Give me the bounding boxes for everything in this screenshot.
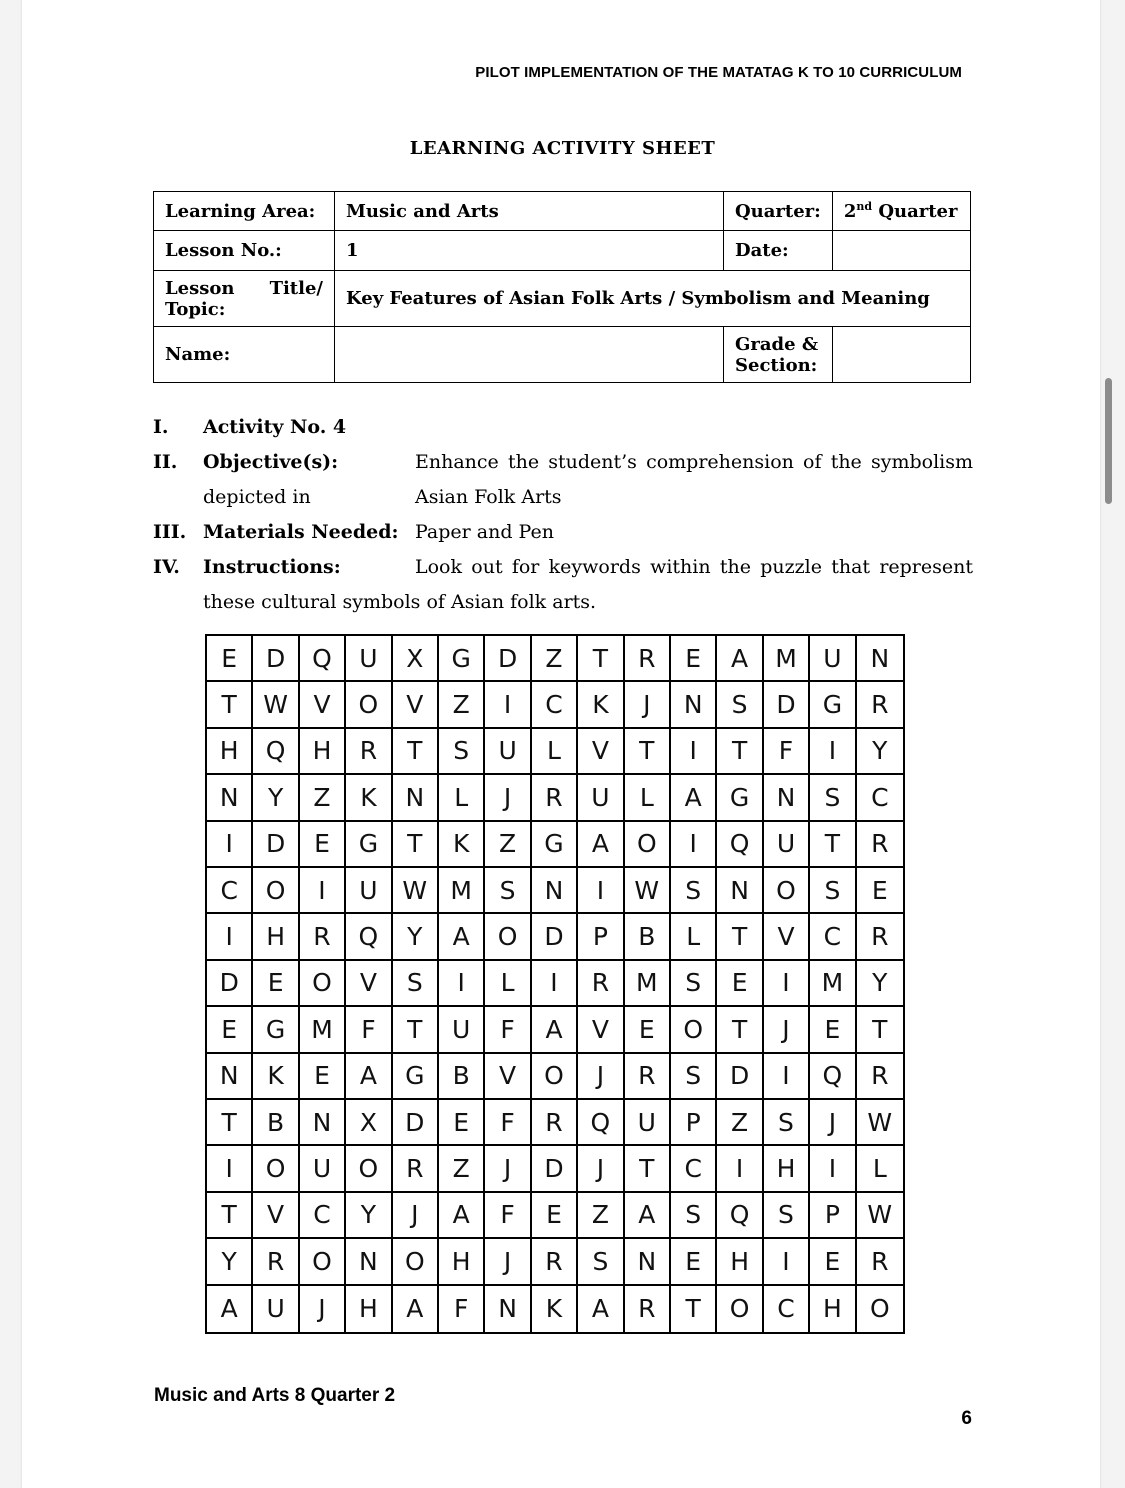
puzzle-cell: E <box>532 1193 578 1239</box>
puzzle-cell: Q <box>717 822 763 868</box>
puzzle-cell: E <box>439 1100 485 1146</box>
puzzle-cell: I <box>764 1054 810 1100</box>
puzzle-cell: A <box>625 1193 671 1239</box>
date-label: Date: <box>724 231 833 271</box>
puzzle-cell: J <box>810 1100 856 1146</box>
puzzle-cell: H <box>439 1239 485 1285</box>
puzzle-cell: H <box>207 729 253 775</box>
puzzle-cell: T <box>578 636 624 682</box>
puzzle-cell: L <box>439 775 485 821</box>
puzzle-cell: N <box>717 868 763 914</box>
puzzle-cell: E <box>207 1007 253 1053</box>
puzzle-cell: U <box>346 636 392 682</box>
puzzle-cell: W <box>625 868 671 914</box>
puzzle-cell: R <box>857 914 903 960</box>
puzzle-cell: O <box>485 914 531 960</box>
puzzle-cell: T <box>717 1007 763 1053</box>
puzzle-cell: R <box>532 1100 578 1146</box>
puzzle-cell: I <box>300 868 346 914</box>
puzzle-cell: R <box>346 729 392 775</box>
lesson-no-value: 1 <box>335 231 724 271</box>
learning-area-value: Music and Arts <box>335 192 724 231</box>
puzzle-cell: U <box>300 1146 346 1192</box>
puzzle-cell: V <box>578 1007 624 1053</box>
puzzle-cell: B <box>439 1054 485 1100</box>
puzzle-cell: N <box>207 775 253 821</box>
scrollbar[interactable] <box>1103 0 1115 1488</box>
puzzle-cell: D <box>532 1146 578 1192</box>
puzzle-cell: F <box>485 1193 531 1239</box>
footer-course-label: Music and Arts 8 Quarter 2 <box>154 1385 396 1406</box>
puzzle-cell: T <box>393 1007 439 1053</box>
puzzle-cell: L <box>485 961 531 1007</box>
section-instructions-continued: these cultural symbols of Asian folk arts. <box>203 591 597 613</box>
puzzle-cell: R <box>625 1054 671 1100</box>
puzzle-cell: K <box>578 682 624 728</box>
puzzle-cell: U <box>439 1007 485 1053</box>
puzzle-cell: F <box>485 1100 531 1146</box>
puzzle-cell: I <box>532 961 578 1007</box>
puzzle-cell: O <box>300 1239 346 1285</box>
puzzle-cell: F <box>439 1286 485 1332</box>
puzzle-cell: J <box>764 1007 810 1053</box>
puzzle-cell: I <box>717 1146 763 1192</box>
puzzle-cell: V <box>346 961 392 1007</box>
puzzle-cell: P <box>810 1193 856 1239</box>
puzzle-cell: O <box>300 961 346 1007</box>
puzzle-cell: A <box>393 1286 439 1332</box>
puzzle-cell: I <box>764 961 810 1007</box>
puzzle-cell: J <box>485 1146 531 1192</box>
puzzle-cell: E <box>300 822 346 868</box>
puzzle-cell: I <box>485 682 531 728</box>
puzzle-cell: N <box>857 636 903 682</box>
puzzle-cell: H <box>764 1146 810 1192</box>
puzzle-cell: S <box>671 868 717 914</box>
puzzle-cell: C <box>671 1146 717 1192</box>
puzzle-cell: D <box>764 682 810 728</box>
puzzle-cell: X <box>346 1100 392 1146</box>
puzzle-cell: L <box>625 775 671 821</box>
puzzle-cell: S <box>393 961 439 1007</box>
puzzle-cell: C <box>300 1193 346 1239</box>
lesson-title-label: Lesson Title/ Topic: <box>154 271 335 327</box>
puzzle-cell: E <box>300 1054 346 1100</box>
puzzle-cell: I <box>207 914 253 960</box>
puzzle-cell: N <box>625 1239 671 1285</box>
puzzle-cell: E <box>207 636 253 682</box>
puzzle-cell: G <box>532 822 578 868</box>
puzzle-cell: T <box>717 729 763 775</box>
puzzle-cell: J <box>578 1054 624 1100</box>
puzzle-cell: Q <box>346 914 392 960</box>
puzzle-cell: W <box>857 1100 903 1146</box>
puzzle-cell: I <box>671 729 717 775</box>
puzzle-cell: F <box>346 1007 392 1053</box>
puzzle-cell: E <box>625 1007 671 1053</box>
puzzle-cell: Q <box>578 1100 624 1146</box>
puzzle-cell: R <box>393 1146 439 1192</box>
puzzle-cell: I <box>207 1146 253 1192</box>
date-field[interactable] <box>832 231 970 271</box>
puzzle-cell: T <box>717 914 763 960</box>
puzzle-cell: S <box>671 1054 717 1100</box>
puzzle-cell: S <box>671 1193 717 1239</box>
grade-section-label: Grade & Section: <box>724 327 833 383</box>
puzzle-cell: R <box>532 1239 578 1285</box>
puzzle-cell: R <box>625 636 671 682</box>
puzzle-cell: T <box>393 822 439 868</box>
puzzle-cell: T <box>810 822 856 868</box>
puzzle-cell: E <box>810 1239 856 1285</box>
puzzle-cell: N <box>300 1100 346 1146</box>
puzzle-cell: I <box>764 1239 810 1285</box>
puzzle-cell: R <box>253 1239 299 1285</box>
puzzle-cell: Z <box>439 682 485 728</box>
puzzle-cell: T <box>207 682 253 728</box>
puzzle-cell: H <box>346 1286 392 1332</box>
puzzle-cell: J <box>300 1286 346 1332</box>
puzzle-cell: C <box>207 868 253 914</box>
running-header: PILOT IMPLEMENTATION OF THE MATATAG K TO 10 CURRICULUM <box>475 64 962 81</box>
puzzle-cell: N <box>485 1286 531 1332</box>
puzzle-cell: C <box>857 775 903 821</box>
puzzle-cell: V <box>764 914 810 960</box>
puzzle-cell: U <box>346 868 392 914</box>
puzzle-cell: V <box>253 1193 299 1239</box>
puzzle-cell: S <box>578 1239 624 1285</box>
puzzle-cell: T <box>207 1193 253 1239</box>
puzzle-cell: C <box>764 1286 810 1332</box>
puzzle-cell: T <box>625 729 671 775</box>
puzzle-cell: O <box>346 1146 392 1192</box>
lesson-no-label: Lesson No.: <box>154 231 335 271</box>
puzzle-cell: D <box>393 1100 439 1146</box>
puzzle-cell: D <box>253 636 299 682</box>
puzzle-cell: P <box>671 1100 717 1146</box>
section-objective-continued: depicted in Asian Folk Arts <box>203 486 562 508</box>
puzzle-cell: W <box>393 868 439 914</box>
puzzle-cell: W <box>857 1193 903 1239</box>
puzzle-cell: U <box>810 636 856 682</box>
puzzle-cell: Z <box>578 1193 624 1239</box>
puzzle-cell: G <box>253 1007 299 1053</box>
lesson-title-value: Key Features of Asian Folk Arts / Symbolism and Meaning <box>335 271 971 327</box>
puzzle-cell: T <box>393 729 439 775</box>
learning-area-label: Learning Area: <box>154 192 335 231</box>
scrollbar-thumb[interactable] <box>1105 378 1112 504</box>
puzzle-cell: A <box>439 1193 485 1239</box>
grade-section-field[interactable] <box>832 327 970 383</box>
puzzle-cell: S <box>764 1193 810 1239</box>
puzzle-cell: O <box>393 1239 439 1285</box>
puzzle-cell: M <box>810 961 856 1007</box>
puzzle-cell: R <box>578 961 624 1007</box>
puzzle-cell: R <box>857 1054 903 1100</box>
puzzle-cell: T <box>857 1007 903 1053</box>
puzzle-cell: S <box>717 682 763 728</box>
puzzle-cell: A <box>578 1286 624 1332</box>
puzzle-cell: Y <box>857 961 903 1007</box>
puzzle-cell: T <box>207 1100 253 1146</box>
puzzle-cell: T <box>625 1146 671 1192</box>
puzzle-cell: C <box>532 682 578 728</box>
puzzle-cell: P <box>578 914 624 960</box>
puzzle-cell: F <box>485 1007 531 1053</box>
puzzle-cell: O <box>671 1007 717 1053</box>
puzzle-cell: M <box>439 868 485 914</box>
puzzle-cell: D <box>532 914 578 960</box>
puzzle-cell: K <box>253 1054 299 1100</box>
quarter-label: Quarter: <box>724 192 833 231</box>
puzzle-cell: V <box>300 682 346 728</box>
puzzle-cell: D <box>253 822 299 868</box>
puzzle-cell: E <box>253 961 299 1007</box>
lesson-info-table <box>153 191 971 383</box>
puzzle-cell: H <box>253 914 299 960</box>
puzzle-cell: O <box>625 822 671 868</box>
puzzle-cell: E <box>810 1007 856 1053</box>
puzzle-cell: A <box>439 914 485 960</box>
puzzle-cell: D <box>485 636 531 682</box>
sheet-title: LEARNING ACTIVITY SHEET <box>409 138 716 159</box>
puzzle-cell: C <box>810 914 856 960</box>
puzzle-cell: O <box>869 1294 890 1324</box>
name-label: Name: <box>154 327 335 383</box>
puzzle-cell: M <box>625 961 671 1007</box>
puzzle-cell: Y <box>207 1239 253 1285</box>
puzzle-cell: R <box>532 775 578 821</box>
puzzle-cell: N <box>207 1054 253 1100</box>
puzzle-cell: Y <box>346 1193 392 1239</box>
puzzle-cell: U <box>253 1286 299 1332</box>
puzzle-cell: Y <box>253 775 299 821</box>
puzzle-cell: R <box>625 1286 671 1332</box>
puzzle-cell: E <box>857 868 903 914</box>
puzzle-cell: A <box>717 636 763 682</box>
section-activity: I. Activity No. 4 <box>153 416 347 438</box>
puzzle-cell: I <box>578 868 624 914</box>
puzzle-cell: H <box>717 1239 763 1285</box>
puzzle-cell: O <box>253 1146 299 1192</box>
puzzle-cell: J <box>625 682 671 728</box>
puzzle-cell: J <box>485 1239 531 1285</box>
name-field[interactable] <box>335 327 724 383</box>
puzzle-cell: K <box>346 775 392 821</box>
puzzle-cell: Q <box>253 729 299 775</box>
puzzle-cell: H <box>810 1286 856 1332</box>
puzzle-cell: W <box>253 682 299 728</box>
puzzle-cell: F <box>764 729 810 775</box>
puzzle-cell: Q <box>300 636 346 682</box>
puzzle-cell: T <box>671 1286 717 1332</box>
puzzle-cell: Z <box>300 775 346 821</box>
puzzle-cell: M <box>764 636 810 682</box>
puzzle-cell: U <box>764 822 810 868</box>
puzzle-cell: A <box>532 1007 578 1053</box>
puzzle-cell: V <box>485 1054 531 1100</box>
puzzle-cell: S <box>671 961 717 1007</box>
section-instructions: IV. Instructions: Look out for keywords within the puzzle that represent <box>153 556 973 578</box>
puzzle-cell: G <box>717 775 763 821</box>
puzzle-cell: O <box>532 1054 578 1100</box>
puzzle-cell: J <box>393 1193 439 1239</box>
puzzle-cell: L <box>671 914 717 960</box>
puzzle-cell: G <box>346 822 392 868</box>
puzzle-cell: E <box>671 1239 717 1285</box>
page-number: 6 <box>961 1408 972 1429</box>
puzzle-cell: I <box>810 729 856 775</box>
puzzle-cell: K <box>439 822 485 868</box>
puzzle-cell: N <box>346 1239 392 1285</box>
puzzle-cell: L <box>857 1146 903 1192</box>
puzzle-cell: A <box>207 1286 253 1332</box>
section-materials: III. Materials Needed: Paper and Pen <box>153 521 554 543</box>
puzzle-cell: O <box>253 868 299 914</box>
puzzle-cell: J <box>578 1146 624 1192</box>
puzzle-cell: R <box>857 682 903 728</box>
puzzle-cell: R <box>857 1239 903 1285</box>
word-search-grid <box>205 634 905 1334</box>
puzzle-cell: Q <box>810 1054 856 1100</box>
puzzle-cell: O <box>717 1286 763 1332</box>
puzzle-cell: J <box>485 775 531 821</box>
puzzle-cell: H <box>300 729 346 775</box>
puzzle-cell: X <box>393 636 439 682</box>
puzzle-cell: A <box>346 1054 392 1100</box>
puzzle-cell: U <box>578 775 624 821</box>
puzzle-cell: S <box>439 729 485 775</box>
puzzle-cell: D <box>207 961 253 1007</box>
puzzle-cell: Z <box>485 822 531 868</box>
puzzle-cell: B <box>253 1100 299 1146</box>
puzzle-cell: A <box>578 822 624 868</box>
puzzle-cell: V <box>578 729 624 775</box>
quarter-value: 2nd Quarter <box>832 192 970 231</box>
puzzle-cell: E <box>671 636 717 682</box>
puzzle-cell: Q <box>717 1193 763 1239</box>
puzzle-cell: N <box>532 868 578 914</box>
puzzle-cell: Z <box>439 1146 485 1192</box>
puzzle-cell: S <box>810 868 856 914</box>
puzzle-cell: O <box>764 868 810 914</box>
puzzle-cell: S <box>764 1100 810 1146</box>
puzzle-cell: I <box>810 1146 856 1192</box>
puzzle-cell: I <box>439 961 485 1007</box>
puzzle-cell: Y <box>857 729 903 775</box>
puzzle-cell: R <box>300 914 346 960</box>
puzzle-cell: N <box>764 775 810 821</box>
puzzle-cell: I <box>671 822 717 868</box>
puzzle-cell: N <box>671 682 717 728</box>
puzzle-cell: S <box>485 868 531 914</box>
puzzle-cell: U <box>625 1100 671 1146</box>
puzzle-cell: Y <box>393 914 439 960</box>
puzzle-cell: D <box>717 1054 763 1100</box>
puzzle-cell: G <box>810 682 856 728</box>
puzzle-cell: N <box>393 775 439 821</box>
puzzle-cell: U <box>485 729 531 775</box>
puzzle-cell: A <box>671 775 717 821</box>
puzzle-cell: Z <box>532 636 578 682</box>
puzzle-cell: M <box>300 1007 346 1053</box>
puzzle-cell: K <box>532 1286 578 1332</box>
puzzle-cell: V <box>393 682 439 728</box>
puzzle-cell: O <box>346 682 392 728</box>
section-objective: II. Objective(s): Enhance the student’s comprehension of the symbolism <box>153 451 973 473</box>
puzzle-cell: G <box>393 1054 439 1100</box>
puzzle-cell: L <box>532 729 578 775</box>
puzzle-cell: I <box>207 822 253 868</box>
puzzle-cell: E <box>717 961 763 1007</box>
puzzle-cell: S <box>810 775 856 821</box>
puzzle-cell: R <box>857 822 903 868</box>
puzzle-cell: B <box>625 914 671 960</box>
puzzle-cell: G <box>439 636 485 682</box>
puzzle-cell: Z <box>717 1100 763 1146</box>
